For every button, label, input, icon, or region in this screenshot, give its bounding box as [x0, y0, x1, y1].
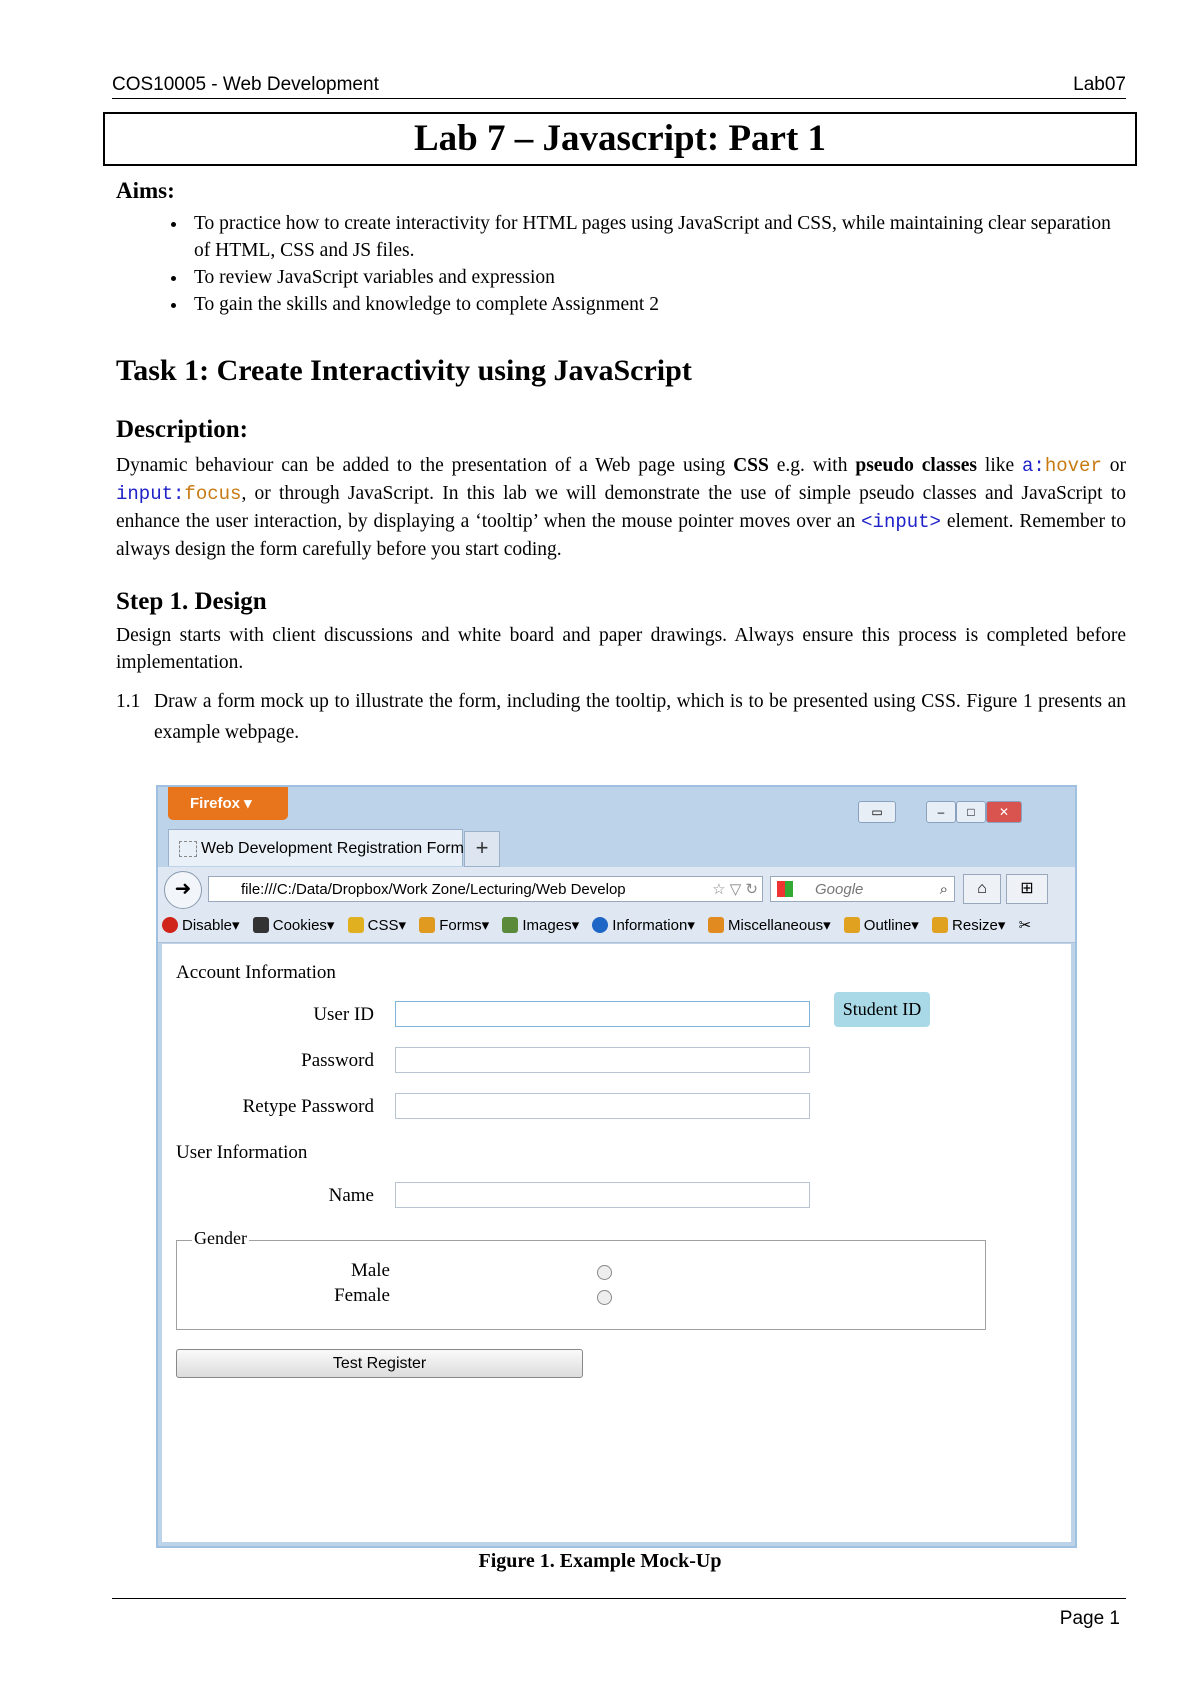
male-radio[interactable]	[597, 1265, 612, 1280]
devbar-images[interactable]: Images▾	[502, 917, 579, 934]
header-lab: Lab07	[1073, 74, 1126, 95]
resize-icon	[932, 917, 948, 933]
step-text: Draw a form mock up to illustrate the form, including the tooltip, which is to be presented using CSS. Figure 1 presents an example webpage.	[154, 691, 1126, 743]
close-icon[interactable]: ✕	[986, 801, 1022, 823]
retype-password-input[interactable]	[395, 1093, 810, 1119]
gender-legend: Gender	[194, 1228, 247, 1248]
firefox-menu-button[interactable]: Firefox ▾	[168, 787, 288, 820]
cookies-icon	[253, 917, 269, 933]
forms-icon	[419, 917, 435, 933]
devbar-css[interactable]: CSS▾	[348, 917, 406, 934]
step1-text: Design starts with client discussions and white board and paper drawings. Always ensure this process is completed before implementation.	[116, 625, 1126, 673]
aim-item: • To review JavaScript variables and expression	[188, 264, 1126, 291]
student-id-tooltip: Student ID	[834, 992, 930, 1027]
address-bar[interactable]	[208, 876, 763, 902]
header-course: COS10005 - Web Development	[112, 74, 379, 95]
aims-list	[116, 210, 1126, 318]
new-tab-button[interactable]: +	[464, 831, 500, 867]
step1-section	[116, 588, 1126, 748]
password-input[interactable]	[395, 1047, 810, 1073]
restore-icon[interactable]: ▭	[858, 801, 896, 823]
search-placeholder: Google	[815, 881, 864, 898]
aim-item: • To gain the skills and knowledge to complete Assignment 2	[188, 291, 1126, 318]
information-icon	[592, 917, 608, 933]
page-title: Lab 7 – Javascript: Part 1	[103, 112, 1137, 166]
password-label: Password	[301, 1050, 374, 1071]
step-number: 1.1	[116, 691, 141, 712]
account-heading: Account Information	[176, 962, 336, 983]
name-input[interactable]	[395, 1182, 810, 1208]
step-item	[116, 686, 1126, 748]
search-box[interactable]	[770, 876, 955, 902]
web-developer-toolbar	[158, 909, 1075, 943]
aims-heading: Aims:	[116, 178, 175, 203]
disable-icon	[162, 917, 178, 933]
devbar-miscellaneous[interactable]: Miscellaneous▾	[708, 917, 831, 934]
url-text: file:///C:/Data/Dropbox/Work Zone/Lecturing/Web Develop	[241, 881, 626, 898]
devbar-forms[interactable]: Forms▾	[419, 917, 489, 934]
css-icon	[348, 917, 364, 933]
home-icon[interactable]: ⌂	[963, 874, 1001, 904]
downloads-icon[interactable]: ⊞	[1006, 874, 1048, 904]
page-icon	[179, 841, 197, 857]
devbar-outline[interactable]: Outline▾	[844, 917, 919, 934]
female-radio[interactable]	[597, 1290, 612, 1305]
devbar-resize[interactable]: Resize▾	[932, 917, 1005, 934]
images-icon	[502, 917, 518, 933]
description-text: Dynamic behaviour can be added to the presentation of a Web page using CSS e.g. with pseudo classes like a:hover or input:focus, or through JavaScript. In this lab we will demonstrate the use of simple pseudo classes and JavaScript to enhance the user interaction, by displaying a ‘tooltip’ when the mouse pointer moves over an <input> element. Remember to always design the form carefully before you start coding.	[116, 455, 1127, 560]
form-page	[162, 944, 1071, 1542]
minimize-icon[interactable]: –	[926, 801, 956, 823]
description-section	[116, 416, 1126, 563]
tab-title: Web Development Registration Form	[201, 840, 464, 857]
user-heading: User Information	[176, 1142, 308, 1163]
aims-section	[116, 178, 1126, 318]
miscellaneous-icon	[708, 917, 724, 933]
devbar-disable[interactable]: Disable▾	[162, 917, 240, 934]
outline-icon	[844, 917, 860, 933]
female-label: Female	[334, 1285, 390, 1306]
user-id-input[interactable]	[395, 1001, 810, 1027]
figure-caption: Figure 1. Example Mock-Up	[478, 1550, 722, 1572]
bookmark-star-icon[interactable]: ☆ ▽ ↻	[708, 877, 758, 902]
back-arrow-icon[interactable]: ➜	[164, 871, 202, 909]
google-icon	[777, 881, 793, 897]
name-label: Name	[328, 1185, 374, 1206]
retype-password-label: Retype Password	[242, 1096, 374, 1117]
navigation-toolbar	[158, 867, 1075, 909]
header-rule	[112, 98, 1126, 99]
male-label: Male	[350, 1260, 390, 1281]
task1-section	[116, 354, 1126, 388]
description-heading: Description:	[116, 416, 248, 443]
search-icon[interactable]: ⌕	[939, 881, 948, 898]
test-register-button[interactable]: Test Register	[176, 1349, 583, 1378]
page-number: Page 1	[1059, 1608, 1120, 1629]
footer-rule	[112, 1598, 1126, 1599]
task1-heading: Task 1: Create Interactivity using JavaScript	[116, 354, 692, 387]
browser-tab[interactable]	[168, 829, 463, 866]
step1-heading: Step 1. Design	[116, 588, 267, 615]
page-header	[112, 74, 1126, 96]
maximize-icon[interactable]: □	[956, 801, 986, 823]
aim-item: • To practice how to create interactivity for HTML pages using JavaScript and CSS, while maintaining clear separation of HTML, CSS and JS files.	[188, 210, 1126, 264]
browser-screenshot	[156, 785, 1077, 1548]
tools-icon[interactable]: ✂	[1018, 917, 1032, 934]
devbar-information[interactable]: Information▾	[592, 917, 695, 934]
devbar-cookies[interactable]: Cookies▾	[253, 917, 335, 934]
user-id-label: User ID	[313, 1004, 374, 1025]
